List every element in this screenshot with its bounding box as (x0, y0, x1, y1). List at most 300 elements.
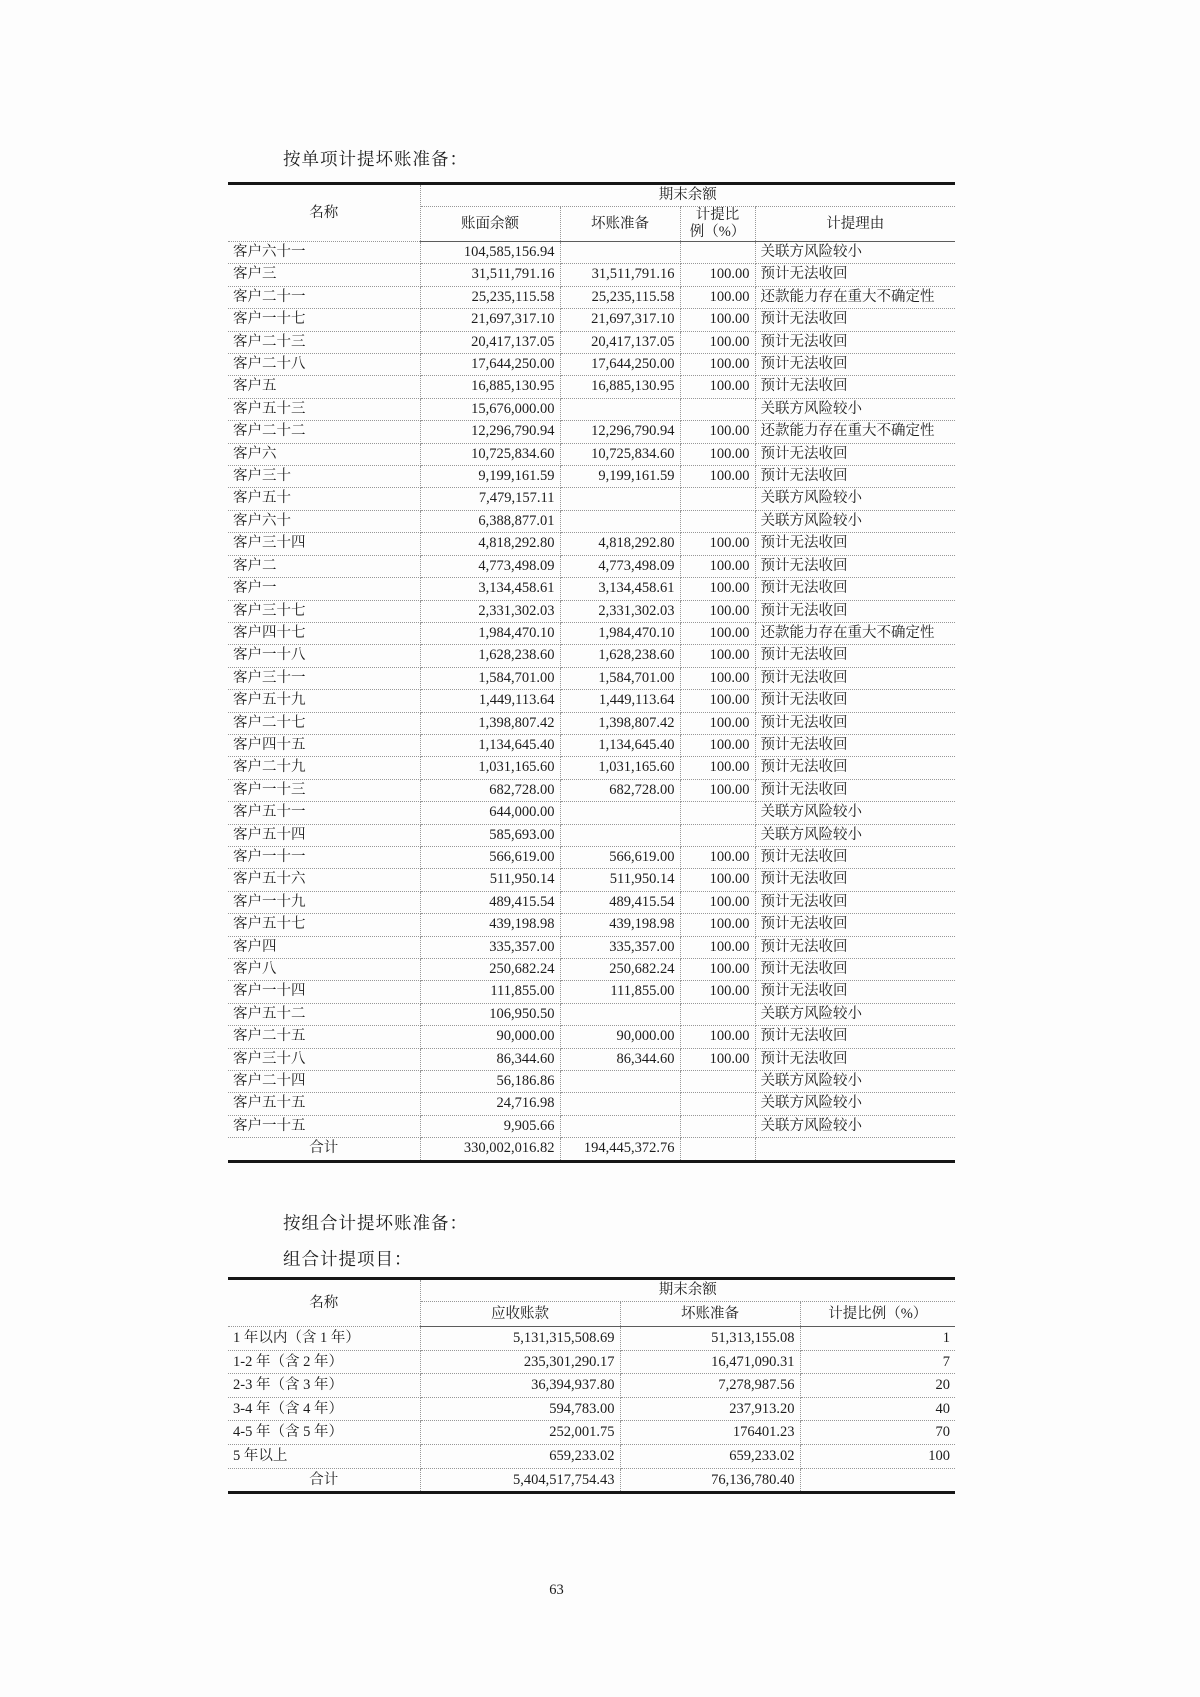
cell-provision: 86,344.60 (560, 1048, 680, 1070)
cell-ratio: 100.00 (680, 645, 755, 667)
cell-provision: 176401.23 (620, 1421, 800, 1445)
cell-name: 1 年以内（含 1 年） (228, 1327, 420, 1351)
cell-reason: 预计无法收回 (755, 981, 955, 1003)
cell-book-balance: 17,644,250.00 (420, 354, 560, 376)
table-row (228, 600, 955, 622)
cell-book-balance: 2,331,302.03 (420, 600, 560, 622)
cell-ratio: 100.00 (680, 600, 755, 622)
cell-provision (560, 1003, 680, 1025)
cell-ratio: 70 (800, 1421, 955, 1445)
cell-book-balance: 86,344.60 (420, 1048, 560, 1070)
cell-reason: 预计无法收回 (755, 309, 955, 331)
col-header-provision-ratio (680, 207, 755, 242)
cell-provision (560, 510, 680, 532)
cell-reason: 预计无法收回 (755, 734, 955, 756)
cell-ratio: 100.00 (680, 936, 755, 958)
cell-ratio: 100.00 (680, 891, 755, 913)
cell-ratio: 100 (800, 1444, 955, 1468)
table-row (228, 734, 955, 756)
cell-ratio (680, 398, 755, 420)
cell-book-balance: 585,693.00 (420, 824, 560, 846)
cell-ratio: 100.00 (680, 466, 755, 488)
total-reason (755, 1138, 955, 1161)
cell-name: 4-5 年（含 5 年） (228, 1421, 420, 1445)
col-header-accounts-receivable: 应收账款 (420, 1302, 620, 1327)
cell-reason: 预计无法收回 (755, 1048, 955, 1070)
total-receivable: 5,404,517,754.43 (420, 1468, 620, 1493)
individual-table-header (228, 184, 955, 242)
cell-receivable: 252,001.75 (420, 1421, 620, 1445)
cell-provision: 1,628,238.60 (560, 645, 680, 667)
col-header-book-balance: 账面余额 (420, 207, 560, 242)
cell-name: 客户五十三 (228, 398, 420, 420)
cell-book-balance: 566,619.00 (420, 846, 560, 868)
cell-reason: 关联方风险较小 (755, 398, 955, 420)
page-number: 63 (549, 1582, 564, 1598)
table-row (228, 331, 955, 353)
cell-reason: 预计无法收回 (755, 600, 955, 622)
cell-provision: 2,331,302.03 (560, 600, 680, 622)
cell-book-balance: 24,716.98 (420, 1093, 560, 1115)
cell-book-balance: 6,388,877.01 (420, 510, 560, 532)
table-row (228, 1397, 955, 1421)
cell-name: 2-3 年（含 3 年） (228, 1374, 420, 1398)
cell-name: 客户五十五 (228, 1093, 420, 1115)
cell-reason: 预计无法收回 (755, 645, 955, 667)
cell-reason: 关联方风险较小 (755, 488, 955, 510)
cell-ratio: 100.00 (680, 264, 755, 286)
cell-provision: 682,728.00 (560, 779, 680, 801)
col-header-ending-balance: 期末余额 (420, 184, 955, 207)
cell-name: 客户三十七 (228, 600, 420, 622)
cell-book-balance: 335,357.00 (420, 936, 560, 958)
table-row (228, 1071, 955, 1093)
cell-name: 客户五十 (228, 488, 420, 510)
cell-ratio: 100.00 (680, 331, 755, 353)
cell-name: 客户五十一 (228, 802, 420, 824)
cell-reason: 预计无法收回 (755, 757, 955, 779)
cell-reason: 关联方风险较小 (755, 1003, 955, 1025)
cell-provision: 237,913.20 (620, 1397, 800, 1421)
cell-book-balance: 682,728.00 (420, 779, 560, 801)
cell-reason: 关联方风险较小 (755, 802, 955, 824)
cell-name: 客户二十九 (228, 757, 420, 779)
cell-book-balance: 90,000.00 (420, 1026, 560, 1048)
cell-ratio: 100.00 (680, 981, 755, 1003)
cell-name: 客户五 (228, 376, 420, 398)
cell-ratio: 1 (800, 1327, 955, 1351)
cell-ratio: 100.00 (680, 757, 755, 779)
table-row (228, 981, 955, 1003)
table-row (228, 242, 955, 264)
table-row (228, 936, 955, 958)
cell-ratio (680, 510, 755, 532)
cell-ratio (680, 1003, 755, 1025)
table-row (228, 1374, 955, 1398)
cell-ratio: 100.00 (680, 533, 755, 555)
cell-book-balance: 4,773,498.09 (420, 555, 560, 577)
cell-name: 客户二十五 (228, 1026, 420, 1048)
cell-reason: 预计无法收回 (755, 533, 955, 555)
cell-name: 客户六十一 (228, 242, 420, 264)
cell-name: 客户三 (228, 264, 420, 286)
cell-provision: 1,398,807.42 (560, 712, 680, 734)
cell-reason: 预计无法收回 (755, 264, 955, 286)
cell-book-balance: 104,585,156.94 (420, 242, 560, 264)
section-subtitle-portfolio-items: 组合计提项目： (283, 1249, 413, 1269)
table-row (228, 488, 955, 510)
cell-ratio: 100.00 (680, 869, 755, 891)
section-title-portfolio-provision: 按组合计提坏账准备： (283, 1213, 468, 1233)
table-row (228, 802, 955, 824)
total-ratio (800, 1468, 955, 1493)
cell-provision (560, 1093, 680, 1115)
cell-name: 客户五十六 (228, 869, 420, 891)
cell-provision: 1,984,470.10 (560, 622, 680, 644)
cell-receivable: 36,394,937.80 (420, 1374, 620, 1398)
cell-book-balance: 511,950.14 (420, 869, 560, 891)
cell-provision: 1,031,165.60 (560, 757, 680, 779)
table-row (228, 645, 955, 667)
cell-name: 客户三十一 (228, 667, 420, 689)
cell-ratio: 100.00 (680, 376, 755, 398)
cell-book-balance: 15,676,000.00 (420, 398, 560, 420)
cell-book-balance: 20,417,137.05 (420, 331, 560, 353)
cell-name: 客户二十四 (228, 1071, 420, 1093)
cell-book-balance: 4,818,292.80 (420, 533, 560, 555)
cell-ratio: 100.00 (680, 734, 755, 756)
cell-receivable: 659,233.02 (420, 1444, 620, 1468)
cell-name: 客户二十三 (228, 331, 420, 353)
cell-reason: 预计无法收回 (755, 712, 955, 734)
table-row (228, 421, 955, 443)
cell-book-balance: 1,398,807.42 (420, 712, 560, 734)
cell-provision (560, 398, 680, 420)
table-row (228, 354, 955, 376)
cell-provision: 1,584,701.00 (560, 667, 680, 689)
cell-book-balance: 21,697,317.10 (420, 309, 560, 331)
cell-book-balance: 7,479,157.11 (420, 488, 560, 510)
cell-reason: 预计无法收回 (755, 667, 955, 689)
total-row (228, 1468, 955, 1493)
table-row (228, 779, 955, 801)
cell-book-balance: 250,682.24 (420, 959, 560, 981)
cell-book-balance: 489,415.54 (420, 891, 560, 913)
table-row (228, 1093, 955, 1115)
cell-ratio (680, 1071, 755, 1093)
cell-receivable: 235,301,290.17 (420, 1350, 620, 1374)
cell-name: 1-2 年（含 2 年） (228, 1350, 420, 1374)
cell-name: 客户一 (228, 578, 420, 600)
cell-ratio: 100.00 (680, 622, 755, 644)
cell-provision: 31,511,791.16 (560, 264, 680, 286)
cell-reason: 预计无法收回 (755, 869, 955, 891)
col-header-provision-ratio: 计提比例（%） (800, 1302, 955, 1327)
provision-ratio-line1: 计提比 (695, 207, 740, 223)
cell-name: 客户一十九 (228, 891, 420, 913)
cell-book-balance: 1,031,165.60 (420, 757, 560, 779)
table-row (228, 578, 955, 600)
cell-reason: 预计无法收回 (755, 959, 955, 981)
cell-ratio: 100.00 (680, 555, 755, 577)
table-row (228, 667, 955, 689)
cell-provision: 25,235,115.58 (560, 286, 680, 308)
cell-name: 客户一十三 (228, 779, 420, 801)
cell-ratio (680, 802, 755, 824)
individual-provision-table (228, 182, 955, 1163)
total-label: 合计 (228, 1138, 420, 1161)
cell-reason: 关联方风险较小 (755, 1071, 955, 1093)
cell-name: 客户二十八 (228, 354, 420, 376)
cell-reason: 关联方风险较小 (755, 242, 955, 264)
col-header-name: 名称 (228, 1279, 420, 1327)
cell-book-balance: 1,984,470.10 (420, 622, 560, 644)
table-row (228, 959, 955, 981)
cell-provision (560, 1071, 680, 1093)
cell-book-balance: 25,235,115.58 (420, 286, 560, 308)
cell-provision: 335,357.00 (560, 936, 680, 958)
table-row (228, 757, 955, 779)
table-row (228, 1350, 955, 1374)
cell-book-balance: 1,449,113.64 (420, 690, 560, 712)
cell-provision (560, 1115, 680, 1137)
table-row (228, 466, 955, 488)
cell-provision: 10,725,834.60 (560, 443, 680, 465)
total-row (228, 1138, 955, 1161)
cell-reason: 预计无法收回 (755, 779, 955, 801)
cell-provision: 111,855.00 (560, 981, 680, 1003)
table-row (228, 1327, 955, 1351)
table-row (228, 555, 955, 577)
cell-reason: 关联方风险较小 (755, 510, 955, 532)
cell-ratio: 100.00 (680, 690, 755, 712)
cell-name: 客户一十八 (228, 645, 420, 667)
cell-ratio (680, 824, 755, 846)
col-header-name: 名称 (228, 184, 420, 242)
cell-name: 客户三十 (228, 466, 420, 488)
table-row (228, 690, 955, 712)
cell-book-balance: 1,134,645.40 (420, 734, 560, 756)
cell-ratio: 100.00 (680, 354, 755, 376)
cell-ratio: 100.00 (680, 578, 755, 600)
cell-ratio: 20 (800, 1374, 955, 1398)
cell-provision: 12,296,790.94 (560, 421, 680, 443)
cell-reason: 预计无法收回 (755, 846, 955, 868)
cell-ratio (680, 1093, 755, 1115)
cell-name: 客户二 (228, 555, 420, 577)
cell-name: 客户三十八 (228, 1048, 420, 1070)
total-book-balance: 330,002,016.82 (420, 1138, 560, 1161)
cell-book-balance: 111,855.00 (420, 981, 560, 1003)
cell-provision: 1,134,645.40 (560, 734, 680, 756)
cell-provision: 489,415.54 (560, 891, 680, 913)
cell-ratio (680, 242, 755, 264)
cell-name: 客户一十五 (228, 1115, 420, 1137)
cell-name: 客户五十九 (228, 690, 420, 712)
col-header-ending-balance: 期末余额 (420, 1279, 955, 1302)
cell-book-balance: 31,511,791.16 (420, 264, 560, 286)
cell-name: 客户二十七 (228, 712, 420, 734)
cell-reason: 预计无法收回 (755, 466, 955, 488)
cell-ratio: 100.00 (680, 1048, 755, 1070)
cell-receivable: 594,783.00 (420, 1397, 620, 1421)
cell-ratio: 100.00 (680, 421, 755, 443)
cell-reason: 预计无法收回 (755, 376, 955, 398)
cell-name: 客户五十四 (228, 824, 420, 846)
cell-book-balance: 1,584,701.00 (420, 667, 560, 689)
cell-provision (560, 242, 680, 264)
cell-name: 5 年以上 (228, 1444, 420, 1468)
cell-name: 客户一十一 (228, 846, 420, 868)
provision-ratio-line2: 例（%） (689, 224, 746, 240)
cell-reason: 还款能力存在重大不确定性 (755, 622, 955, 644)
cell-provision: 7,278,987.56 (620, 1374, 800, 1398)
cell-provision: 21,697,317.10 (560, 309, 680, 331)
cell-name: 客户八 (228, 959, 420, 981)
cell-book-balance: 56,186.86 (420, 1071, 560, 1093)
total-provision: 76,136,780.40 (620, 1468, 800, 1493)
table-row (228, 914, 955, 936)
cell-reason: 关联方风险较小 (755, 824, 955, 846)
cell-name: 客户六十 (228, 510, 420, 532)
cell-name: 客户四十七 (228, 622, 420, 644)
cell-ratio: 7 (800, 1350, 955, 1374)
cell-ratio: 100.00 (680, 309, 755, 331)
col-header-bad-debt-provision: 坏账准备 (560, 207, 680, 242)
table-row (228, 264, 955, 286)
table-row (228, 1444, 955, 1468)
cell-name: 客户一十四 (228, 981, 420, 1003)
total-ratio (680, 1138, 755, 1161)
cell-provision: 16,885,130.95 (560, 376, 680, 398)
individual-table-footer (228, 1138, 955, 1161)
cell-provision: 659,233.02 (620, 1444, 800, 1468)
cell-provision: 90,000.00 (560, 1026, 680, 1048)
cell-reason: 预计无法收回 (755, 443, 955, 465)
table-row (228, 533, 955, 555)
cell-ratio (680, 1115, 755, 1137)
cell-ratio: 100.00 (680, 286, 755, 308)
cell-name: 客户三十四 (228, 533, 420, 555)
cell-reason: 预计无法收回 (755, 331, 955, 353)
cell-book-balance: 9,199,161.59 (420, 466, 560, 488)
cell-name: 客户五十二 (228, 1003, 420, 1025)
cell-provision (560, 824, 680, 846)
portfolio-table-footer (228, 1468, 955, 1493)
cell-provision (560, 488, 680, 510)
table-row (228, 1003, 955, 1025)
col-header-provision-reason: 计提理由 (755, 207, 955, 242)
table-row (228, 1026, 955, 1048)
total-provision: 194,445,372.76 (560, 1138, 680, 1161)
cell-provision: 4,818,292.80 (560, 533, 680, 555)
col-header-bad-debt-provision: 坏账准备 (620, 1302, 800, 1327)
table-row (228, 286, 955, 308)
total-label: 合计 (228, 1468, 420, 1493)
cell-reason: 预计无法收回 (755, 891, 955, 913)
cell-provision: 20,417,137.05 (560, 331, 680, 353)
cell-ratio: 100.00 (680, 1026, 755, 1048)
cell-name: 3-4 年（含 4 年） (228, 1397, 420, 1421)
table-row (228, 891, 955, 913)
cell-book-balance: 1,628,238.60 (420, 645, 560, 667)
cell-provision: 3,134,458.61 (560, 578, 680, 600)
cell-name: 客户五十七 (228, 914, 420, 936)
cell-reason: 预计无法收回 (755, 578, 955, 600)
cell-provision: 250,682.24 (560, 959, 680, 981)
cell-ratio: 100.00 (680, 846, 755, 868)
cell-ratio: 100.00 (680, 779, 755, 801)
table-row (228, 398, 955, 420)
cell-provision: 4,773,498.09 (560, 555, 680, 577)
cell-reason: 关联方风险较小 (755, 1115, 955, 1137)
table-row (228, 1115, 955, 1137)
cell-ratio (680, 488, 755, 510)
cell-ratio: 40 (800, 1397, 955, 1421)
table-row (228, 622, 955, 644)
cell-reason: 预计无法收回 (755, 354, 955, 376)
table-row (228, 376, 955, 398)
cell-book-balance: 10,725,834.60 (420, 443, 560, 465)
cell-name: 客户二十二 (228, 421, 420, 443)
cell-reason: 预计无法收回 (755, 690, 955, 712)
cell-ratio: 100.00 (680, 959, 755, 981)
cell-book-balance: 12,296,790.94 (420, 421, 560, 443)
cell-book-balance: 439,198.98 (420, 914, 560, 936)
table-row (228, 712, 955, 734)
cell-provision: 566,619.00 (560, 846, 680, 868)
cell-reason: 预计无法收回 (755, 1026, 955, 1048)
cell-reason: 预计无法收回 (755, 555, 955, 577)
cell-provision (560, 802, 680, 824)
cell-name: 客户四十五 (228, 734, 420, 756)
cell-reason: 还款能力存在重大不确定性 (755, 286, 955, 308)
cell-book-balance: 644,000.00 (420, 802, 560, 824)
cell-provision: 511,950.14 (560, 869, 680, 891)
table-row (228, 309, 955, 331)
cell-receivable: 5,131,315,508.69 (420, 1327, 620, 1351)
table-row (228, 824, 955, 846)
table-row (228, 1048, 955, 1070)
cell-name: 客户四 (228, 936, 420, 958)
portfolio-table-body (228, 1327, 955, 1469)
cell-book-balance: 9,905.66 (420, 1115, 560, 1137)
cell-book-balance: 3,134,458.61 (420, 578, 560, 600)
cell-name: 客户二十一 (228, 286, 420, 308)
section-title-individual-provision: 按单项计提坏账准备： (283, 149, 468, 169)
table-row (228, 510, 955, 532)
cell-provision: 439,198.98 (560, 914, 680, 936)
cell-ratio: 100.00 (680, 914, 755, 936)
cell-provision: 1,449,113.64 (560, 690, 680, 712)
cell-provision: 17,644,250.00 (560, 354, 680, 376)
cell-provision: 16,471,090.31 (620, 1350, 800, 1374)
table-row (228, 1421, 955, 1445)
individual-table-body (228, 242, 955, 1138)
cell-reason: 还款能力存在重大不确定性 (755, 421, 955, 443)
table-row (228, 869, 955, 891)
cell-provision: 51,313,155.08 (620, 1327, 800, 1351)
table-row (228, 443, 955, 465)
cell-book-balance: 16,885,130.95 (420, 376, 560, 398)
cell-provision: 9,199,161.59 (560, 466, 680, 488)
cell-ratio: 100.00 (680, 712, 755, 734)
cell-reason: 预计无法收回 (755, 936, 955, 958)
cell-name: 客户一十七 (228, 309, 420, 331)
table-row (228, 846, 955, 868)
cell-reason: 关联方风险较小 (755, 1093, 955, 1115)
cell-name: 客户六 (228, 443, 420, 465)
